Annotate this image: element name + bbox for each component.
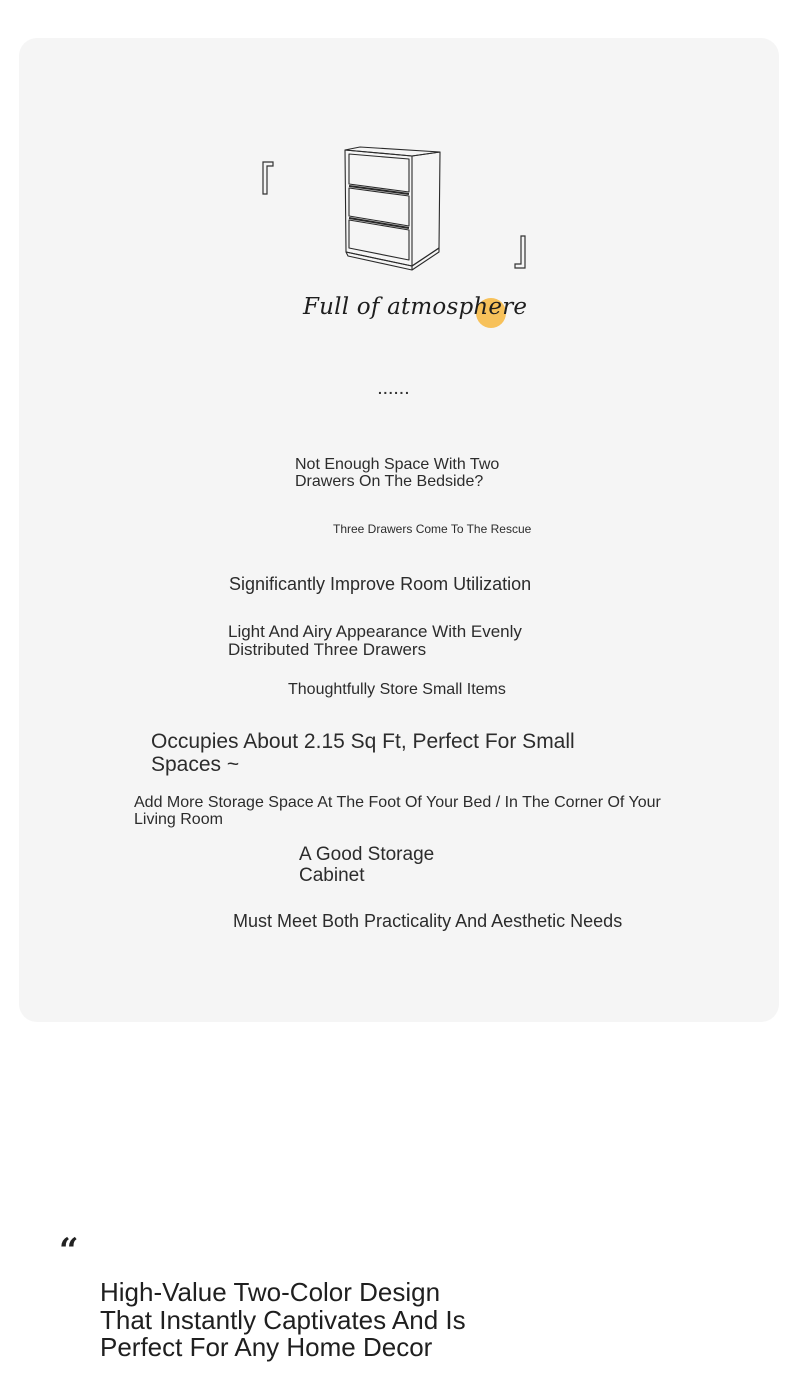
feature-line-3: Significantly Improve Room Utilization	[229, 574, 532, 594]
right-bracket-icon	[509, 234, 529, 270]
feature-line-2: Three Drawers Come To The Rescue	[333, 522, 532, 536]
feature-line-6: Occupies About 2.15 Sq Ft, Perfect For Small Spaces ~	[151, 730, 575, 776]
feature-line-9: Must Meet Both Practicality And Aesthetic Needs	[233, 911, 623, 931]
dots-divider: ......	[378, 381, 411, 397]
feature-line-8: A Good Storage Cabinet	[299, 844, 435, 886]
quote-icon: “	[59, 1231, 79, 1271]
cabinet-icon	[338, 144, 446, 272]
feature-line-5: Thoughtfully Store Small Items	[288, 681, 506, 698]
left-bracket-icon	[259, 160, 279, 196]
feature-line-4: Light And Airy Appearance With Evenly Distributed Three Drawers	[228, 622, 522, 660]
feature-line-7: Add More Storage Space At The Foot Of Your Bed / In The Corner Of Your Living Room	[134, 794, 661, 829]
footer-headline: High-Value Two-Color Design That Instantly Captivates And Is Perfect For Any Home Decor	[100, 1277, 466, 1363]
script-title: Full of atmosphere	[303, 294, 528, 320]
feature-line-1: Not Enough Space With Two Drawers On The Bedside?	[295, 456, 500, 491]
